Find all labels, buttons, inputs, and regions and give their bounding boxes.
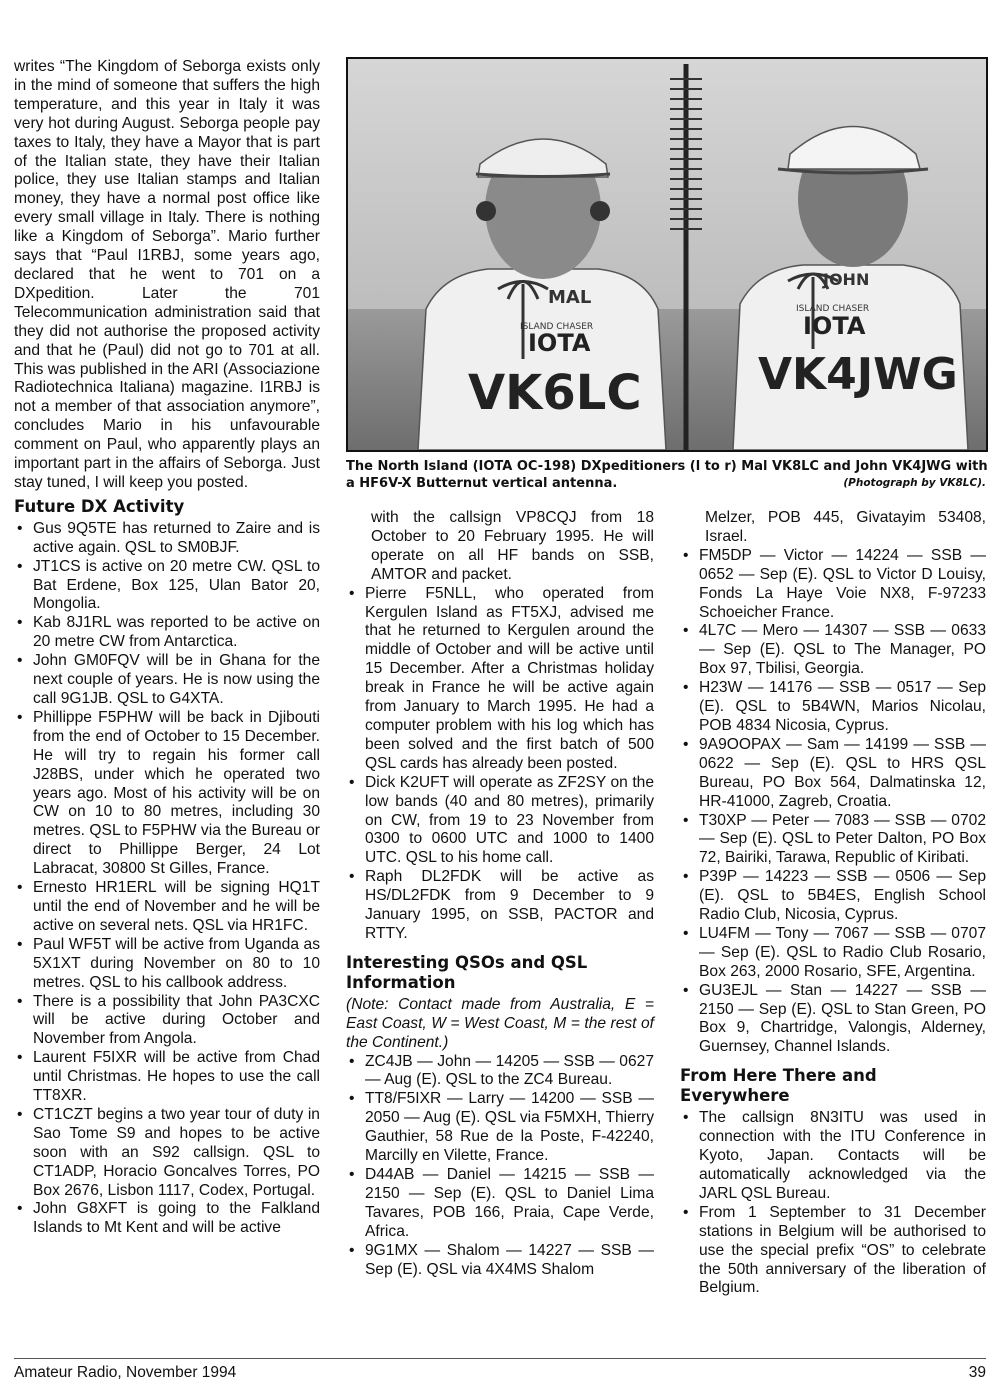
list-item: • GU3EJL — Stan — 14227 — SSB — 2150 — Sep (E). QSL to Stan Green, PO Box 9, Chartridge, Valongis, Alderney, Guernsey, Channel Islands.: [680, 982, 986, 1058]
list-item: • Raph DL2FDK will be active as HS/DL2FDK from 9 December to 9 January 1995, on SSB, PACTOR and RTTY.: [346, 868, 654, 944]
qso-list: [346, 1053, 654, 1280]
list-item: • Paul WF5T will be active from Uganda as 5X1XT during November on 80 to 10 metres. QSL to his callbook address.: [14, 936, 320, 993]
column-1: [14, 58, 320, 1238]
shirt-right-logo-arc: ISLAND CHASER: [796, 304, 870, 314]
page-number: 39: [968, 1364, 986, 1381]
list-item: • LU4FM — Tony — 7067 — SSB — 0707 — Sep (E). QSL to Radio Club Rosario, Box 263, 2000 Rosario, SFE, Argentina.: [680, 925, 986, 982]
continued-paragraph: Melzer, POB 445, Givatayim 53408, Israel.: [705, 509, 986, 545]
continued-paragraph: with the callsign VP8CQJ from 18 October to 20 February 1995. He will operate on all HF bands on SSB, AMTOR and packet.: [371, 509, 654, 583]
list-item: • 9G1MX — Shalom — 14227 — SSB — Sep (E). QSL via 4X4MS Shalom: [346, 1242, 654, 1280]
list-item: • There is a possibility that John PA3CXC will be active during October and November from Angola.: [14, 993, 320, 1050]
list-item: • Laurent F5IXR will be active from Chad until Christmas. He hopes to use the call TT8XR.: [14, 1049, 320, 1106]
column-2: [346, 509, 654, 1279]
future-dx-list-continued: [346, 585, 654, 944]
photo-credit: (Photograph by VK8LC).: [843, 477, 986, 489]
list-item: • D44AB — Daniel — 14215 — SSB — 2150 — Sep (E). QSL to Daniel Lima Tavares, POB 166, Praia, Cape Verde, Africa.: [346, 1166, 654, 1242]
future-dx-list: [14, 520, 320, 1238]
list-item: • 9A9OOPAX — Sam — 14199 — SSB — 0622 — Sep (E). QSL to HRS QSL Bureau, PO Box 564, Dalmatinska 12, HR-41000, Zagreb, Croatia.: [680, 736, 986, 812]
qso-note: (Note: Contact made from Australia, E = East Coast, W = West Coast, M = the rest of the Continent.): [346, 995, 654, 1051]
list-item: • H23W — 14176 — SSB — 0517 — Sep (E). QSL to 5B4WN, Marios Nicolau, POB 4834 Nicosia, Cyprus.: [680, 679, 986, 736]
shirt-right-name: JOHN: [823, 270, 870, 289]
footer-rule: [14, 1358, 986, 1359]
list-item: • JT1CS is active on 20 metre CW. QSL to Bat Erdene, Box 125, Ulan Bator 20, Mongolia.: [14, 558, 320, 615]
shirt-left-logo: IOTA: [528, 329, 591, 357]
section-heading-future-dx: Future DX Activity: [14, 496, 185, 516]
list-item: • Kab 8J1RL was reported to be active on 20 metre CW from Antarctica.: [14, 614, 320, 652]
list-item: • 4L7C — Mero — 14307 — SSB — 0633 — Sep (E). QSL to The Manager, PO Box 97, Tbilisi, Georgia.: [680, 622, 986, 679]
footer-publication: Amateur Radio, November 1994: [14, 1364, 237, 1381]
list-item: • Dick K2UFT will operate as ZF2SY on the low bands (40 and 80 metres), primarily on CW, from 19 to 23 November from 0300 to 0600 UTC and 1000 to 1400 UTC. QSL to his home call.: [346, 774, 654, 869]
list-item: • P39P — 14223 — SSB — 0506 — Sep (E). QSL to 5B4ES, English School Radio Club, Nicosia, Cyprus.: [680, 868, 986, 925]
shirt-left-logo-arc: ISLAND CHASER: [520, 322, 594, 332]
list-item: • TT8/F5IXR — Larry — 14200 — SSB — 2050 — Aug (E). QSL via F5MXH, Thierry Gauthier, 58 Rue de la Poste, F-42240, Marcilly en Vilette, France.: [346, 1090, 654, 1166]
list-item: • CT1CZT begins a two year tour of duty in Sao Tome S9 and hopes to be active soon with an S92 callsign. QSL to CT1ADP, Horacio Goncalves Torres, PO Box 2676, Lisbon 1117, Codex, Portugal.: [14, 1106, 320, 1201]
caption-text: The North Island (IOTA OC-198) DXpeditioners (l to r) Mal VK8LC and John VK4JWG with a HF6V-X Butternut vertical antenna.: [346, 459, 988, 491]
list-item: • T30XP — Peter — 7083 — SSB — 0702 — Sep (E). QSL to Peter Dalton, PO Box 72, Bairiki, Tarawa, Republic of Kiribati.: [680, 812, 986, 869]
list-item: • John GM0FQV will be in Ghana for the next couple of years. He is now using the call 9G1JB. QSL to G4XTA.: [14, 652, 320, 709]
shirt-right-logo: IOTA: [803, 312, 866, 340]
list-item: • From 1 September to 31 December stations in Belgium will be authorised to use the special prefix “OS” to celebrate the 50th anniversary of the liberation of Belgium.: [680, 1204, 986, 1299]
shirt-right-call: VK4JWG: [758, 349, 958, 400]
photo-illustration: [348, 59, 986, 450]
photo-caption: [346, 458, 988, 492]
list-item: • The callsign 8N3ITU was used in connection with the ITU Conference in Kyoto, Japan. Contacts will be automatically acknowledged via the JARL QSL Bureau.: [680, 1109, 986, 1204]
section-heading-qso: Interesting QSOs and QSL Information: [346, 952, 588, 992]
section-heading-everywhere: From Here There and Everywhere: [680, 1066, 877, 1106]
intro-paragraph: writes “The Kingdom of Seborga exists only in the mind of someone that suffers the high temperature, and this year in Italy it was very hot during August. Seborga people pay taxes to Italy, they have a Mayor that is part of the Italian state, they have their Italian police, they use Italian stamps and Italian money, they have a normal post office like every small village in Italy. There is nothing like a Kingdom of Seborga”. Mario further says that “Paul I1RBJ, some years ago, declared that he went to 701 on a DXpedition. Later the 701 Telecommunication administration said that they did not authorise the proposed activity and that he (Paul) did not go to 701 at all. This was published in the ARI (Associazione Radiotechnica Italiana) magazine. I1RBJ is not a member of that association anymore”, concludes Mario in his unfavourable comment on Paul, who apparently plays an important part in the affairs of Seborga. Just stay tuned, I will keep you posted.: [14, 58, 320, 491]
everywhere-list: [680, 1109, 986, 1298]
list-item: • Ernesto HR1ERL will be signing HQ1T until the end of November and he will be active on several nets. QSL via HR1FC.: [14, 879, 320, 936]
qso-list-continued: [680, 547, 986, 1057]
shirt-left-name: MAL: [548, 287, 592, 308]
list-item: • FM5DP — Victor — 14224 — SSB — 0652 — Sep (E). QSL to Victor D Louisy, Fonds La Haye Voie NX8, F-97233 Schoeicher France.: [680, 547, 986, 623]
column-3: [680, 509, 986, 1298]
photo-dxpeditioners: [346, 57, 988, 452]
shirt-left-call: VK6LC: [468, 365, 642, 421]
list-item: • John G8XFT is going to the Falkland Islands to Mt Kent and will be active: [14, 1200, 320, 1238]
list-item: • Phillippe F5PHW will be back in Djibouti from the end of October to 15 December. He will try to regain his former call J28BS, under which he operated two years ago. Most of his activity will be on CW on 10 to 80 metres, including 30 metres. QSL to F5PHW via the Bureau or direct to Phillippe Berger, 24 Lot Labracat, 30800 St Gilles, France.: [14, 709, 320, 879]
list-item: • Gus 9Q5TE has returned to Zaire and is active again. QSL to SM0BJF.: [14, 520, 320, 558]
list-item: • Pierre F5NLL, who operated from Kergulen Island as FT5XJ, advised me that he returned to Kergulen around the middle of October and will be active until 15 December. After a Christmas holiday break in France he will be active again from January to March 1995. He had a computer problem with his log which has been solved and the first batch of 500 QSL cards has already been posted.: [346, 585, 654, 774]
list-item: • ZC4JB — John — 14205 — SSB — 0627 — Aug (E). QSL to the ZC4 Bureau.: [346, 1053, 654, 1091]
